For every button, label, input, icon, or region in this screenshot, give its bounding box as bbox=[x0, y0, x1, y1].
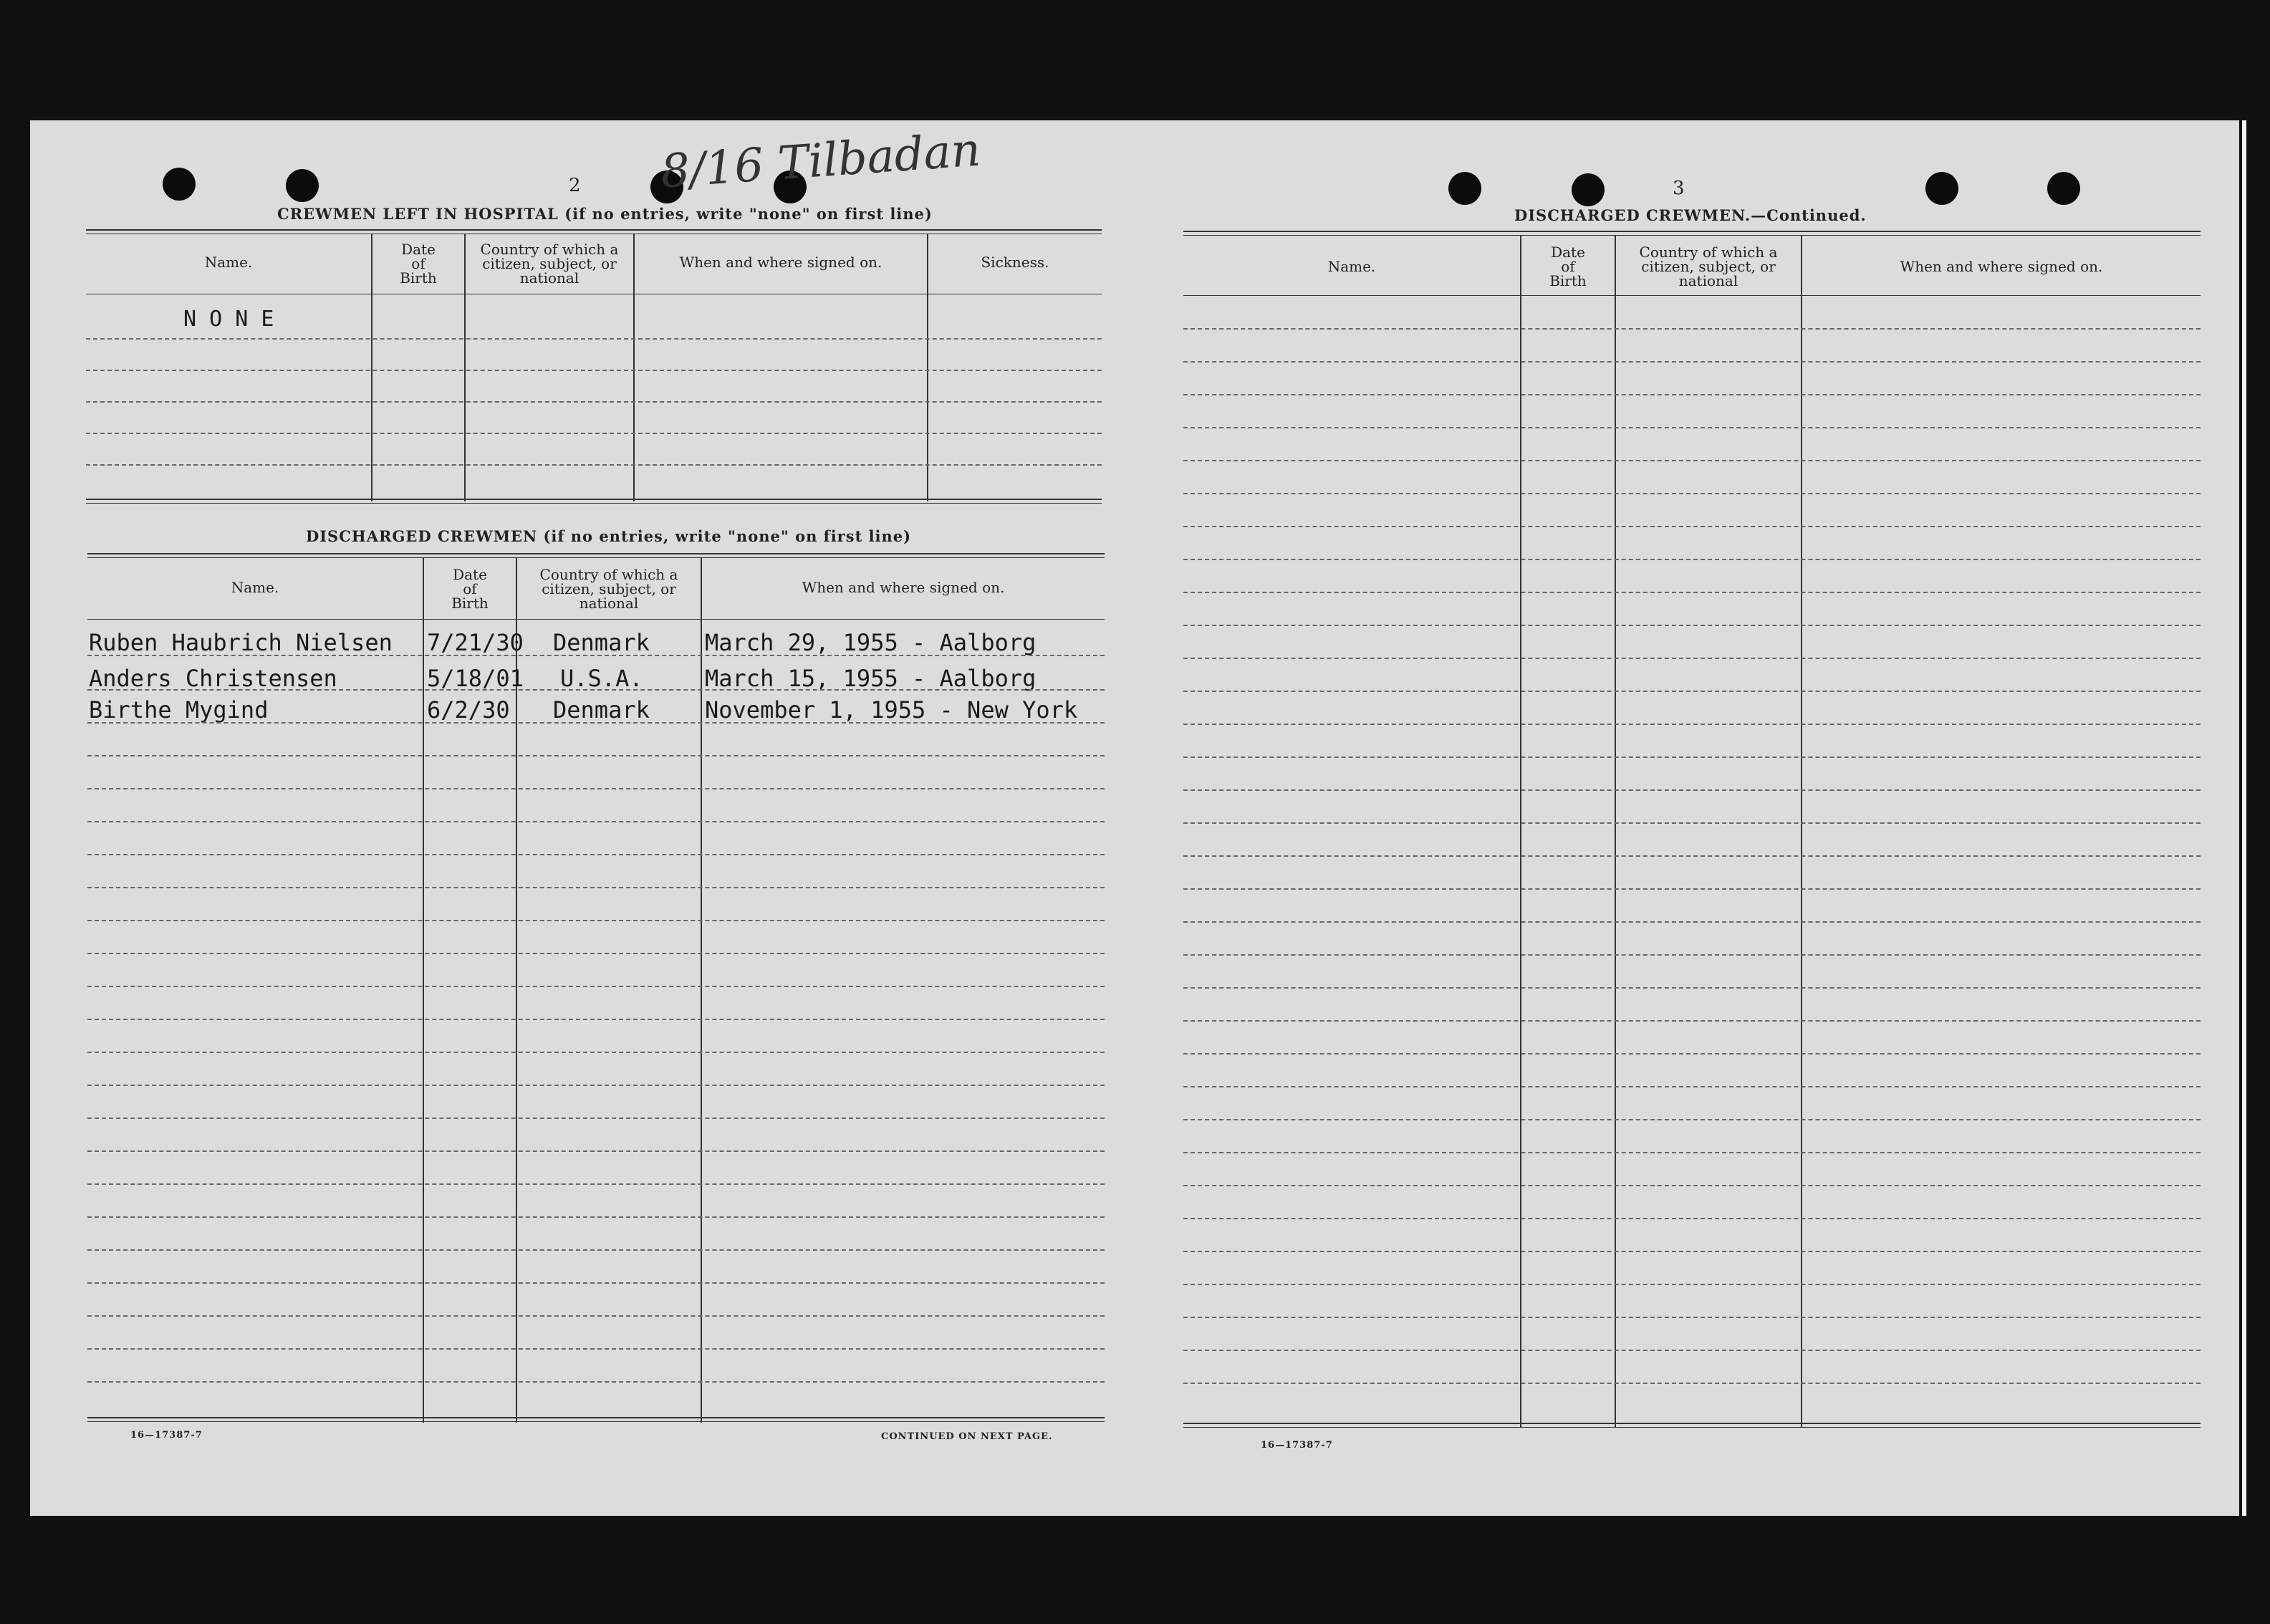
punch-hole bbox=[163, 168, 196, 201]
discharged-continued-table bbox=[1183, 231, 2201, 1434]
left-page bbox=[30, 120, 1119, 1516]
header-country: Country of which a citizen, subject, or national bbox=[539, 566, 678, 612]
header-signed-on: When and where signed on. bbox=[802, 579, 1005, 596]
crew-dob: 6/2/30 bbox=[427, 696, 510, 724]
form-number: 16—17387-7 bbox=[1261, 1440, 1333, 1451]
crew-name: Ruben Haubrich Nielsen bbox=[89, 629, 393, 656]
right-page bbox=[1148, 120, 2239, 1516]
page-number: 2 bbox=[569, 175, 581, 196]
header-sickness: Sickness. bbox=[981, 254, 1049, 271]
page-number: 3 bbox=[1673, 178, 1685, 199]
punch-hole bbox=[1572, 173, 1605, 206]
crew-country: Denmark bbox=[553, 696, 650, 724]
crew-country: U.S.A. bbox=[560, 665, 643, 692]
header-date-of-birth: Date of Birth bbox=[1549, 244, 1587, 289]
hospital-section-title: CREWMEN LEFT IN HOSPITAL (if no entries, write "none" on first line) bbox=[277, 205, 933, 223]
crew-name: Anders Christensen bbox=[89, 665, 337, 692]
punch-hole bbox=[1448, 172, 1481, 205]
page-edge bbox=[2242, 120, 2246, 1516]
form-number: 16—17387-7 bbox=[130, 1430, 203, 1441]
punch-hole bbox=[2047, 172, 2080, 205]
header-date-of-birth: Date of Birth bbox=[400, 241, 437, 287]
crew-dob: 7/21/30 bbox=[427, 629, 524, 656]
discharged-table bbox=[87, 553, 1105, 1427]
discharged-continued-title: DISCHARGED CREWMEN.—Continued. bbox=[1514, 206, 1867, 224]
punch-hole bbox=[286, 169, 319, 202]
crew-country: Denmark bbox=[553, 629, 650, 656]
header-signed-on: When and where signed on. bbox=[1900, 258, 2103, 275]
handwritten-annotation: 8/16 Tilbadan bbox=[658, 123, 983, 199]
hospital-entry-none: N O N E bbox=[183, 307, 274, 332]
header-country: Country of which a citizen, subject, or national bbox=[1639, 244, 1778, 289]
crew-signed-on: March 29, 1955 - Aalborg bbox=[705, 629, 1037, 656]
crew-name: Birthe Mygind bbox=[89, 696, 269, 724]
continued-note: CONTINUED ON NEXT PAGE. bbox=[881, 1431, 1053, 1442]
punch-hole bbox=[1925, 172, 1958, 205]
hospital-table bbox=[86, 229, 1102, 509]
header-date-of-birth: Date of Birth bbox=[451, 566, 489, 612]
header-country: Country of which a citizen, subject, or national bbox=[480, 241, 619, 287]
crew-signed-on: November 1, 1955 - New York bbox=[705, 696, 1078, 724]
header-name: Name. bbox=[231, 579, 279, 596]
header-name: Name. bbox=[1327, 258, 1376, 275]
header-name: Name. bbox=[204, 254, 253, 271]
form-sheet bbox=[30, 120, 2239, 1516]
crew-signed-on: March 15, 1955 - Aalborg bbox=[705, 665, 1037, 692]
header-signed-on: When and where signed on. bbox=[679, 254, 882, 271]
crew-dob: 5/18/01 bbox=[427, 665, 524, 692]
discharged-section-title: DISCHARGED CREWMEN (if no entries, write "none" on first line) bbox=[306, 527, 912, 545]
